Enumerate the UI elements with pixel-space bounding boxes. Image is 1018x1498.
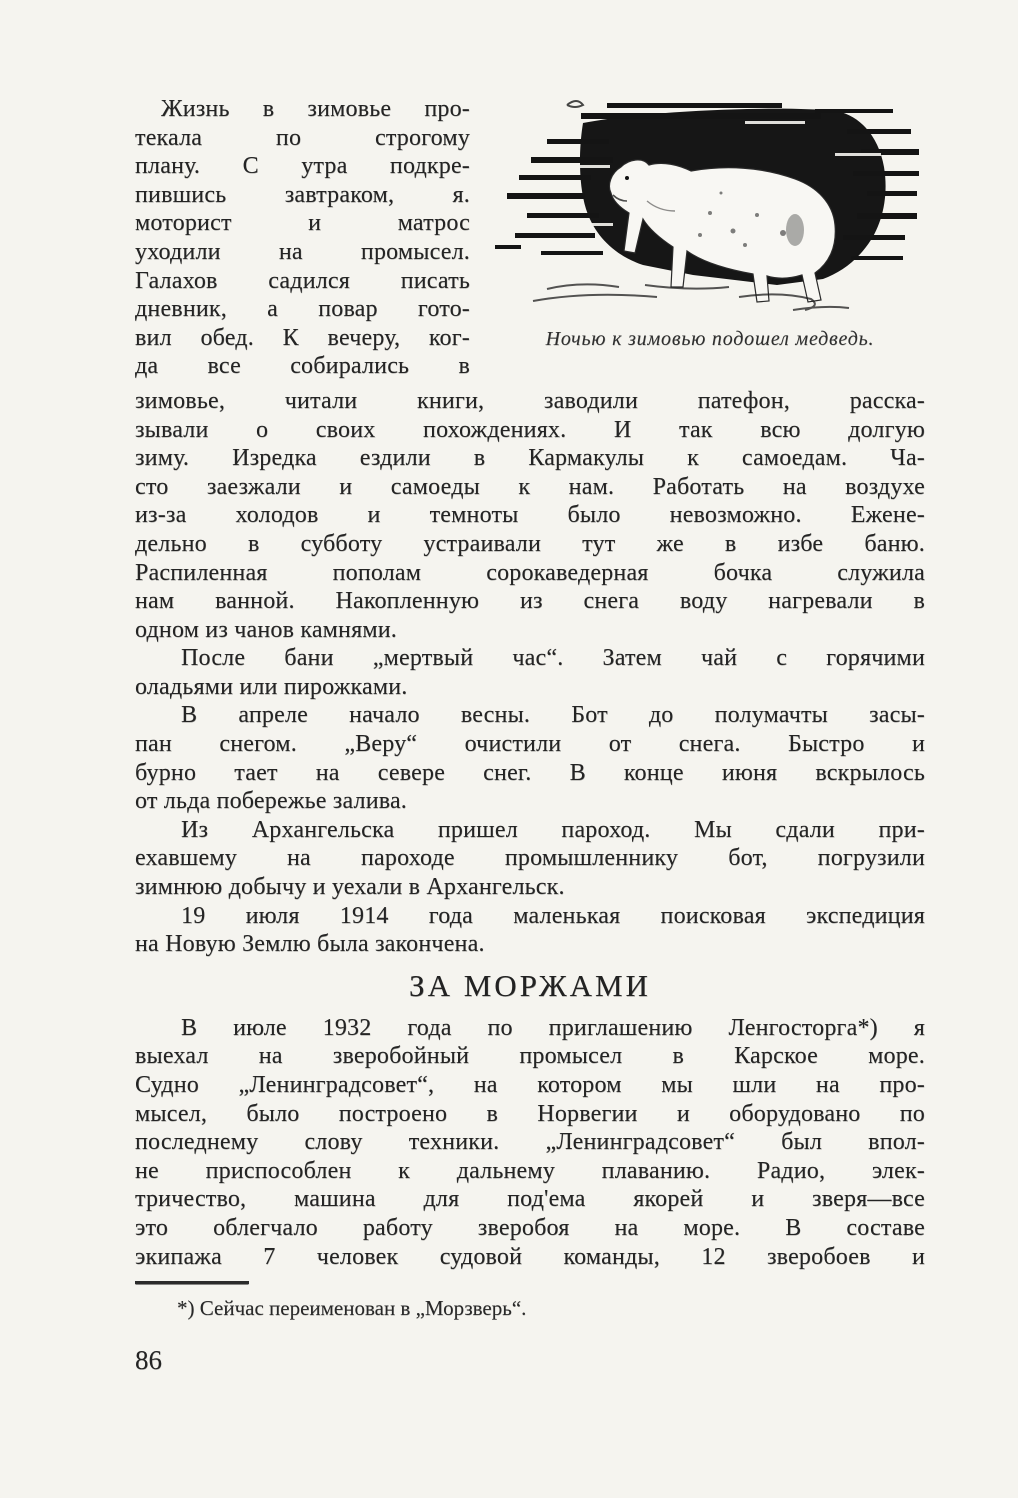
- text-line: это облегчало работу зверобоя на море. В составе: [135, 1214, 925, 1241]
- smoke-curl: [567, 101, 583, 107]
- text-line: ехавшему на пароходе промышленнику бот, погрузили: [135, 845, 925, 872]
- text-line: зимнюю добычу и уехали в Архангельск.: [135, 874, 565, 901]
- bear-eye: [625, 176, 629, 180]
- figure: [495, 95, 925, 381]
- text-line: на Новую Землю была закончена.: [135, 931, 485, 958]
- text-line: вил обед. К вечеру, ког-: [135, 324, 470, 351]
- text-line: Жизнь в зимовье про-: [161, 96, 470, 122]
- text-line: зиму. Изредка ездили в Кармакулы к самоедам. Ча-: [135, 445, 925, 472]
- text-line: уходили на промысел.: [135, 238, 470, 265]
- text-line: нам ванной. Накопленную из снега воду нагревали в: [135, 588, 925, 615]
- rump-shadow: [786, 214, 804, 246]
- text-line: сто заезжали и самоеды к нам. Работать на воздухе: [135, 473, 925, 500]
- text-line: да все собирались в: [135, 353, 470, 380]
- text-line: После бани „мертвый час“. Затем чай с горячими: [181, 645, 925, 672]
- footnote: *) Сейчас переименован в „Морзверь“.: [177, 1296, 527, 1321]
- text-line: Судно „Ленинградсовет“, на котором мы шли на про-: [135, 1072, 925, 1098]
- text-line: бурно тает на севере снег. В конце июня вскрылось: [135, 759, 925, 786]
- text-line: Распиленная пополам сорокаведерная бочка служила: [135, 559, 925, 586]
- text-line: моторист и матрос: [135, 210, 470, 237]
- text-line: дельно в субботу устраивали тут же в избе баню.: [135, 530, 925, 557]
- text-line: Галахов садился писать: [135, 267, 470, 294]
- section-text-block: [135, 1014, 925, 1271]
- text-line: экипажа 7 человек судовой команды, 12 зверобоев и: [135, 1243, 925, 1270]
- text-line: зимовье, читали книги, заводили патефон, расска-: [135, 387, 925, 414]
- text-line: В июле 1932 года по приглашению Ленгосторга*) я: [181, 1014, 925, 1041]
- text-line: оладьями или пирожками.: [135, 673, 408, 700]
- footnote-divider: [135, 1281, 249, 1284]
- text-line: мысел, было построено в Норвегии и оборудовано по: [135, 1100, 925, 1127]
- text-line: из-за холодов и темноты было невозможно. Ежене-: [135, 502, 925, 529]
- text-line: текала по строгому: [135, 124, 470, 151]
- page-number: 86: [135, 1345, 162, 1376]
- text-line: тричество, машина для под'ема якорей и зверя—все: [135, 1186, 925, 1213]
- text-line: 19 июля 1914 года маленькая поисковая экспедиция: [181, 902, 925, 929]
- page-content: [135, 95, 925, 1376]
- text-line: последнему слову техники. „Ленинградсовет“ был впол-: [135, 1129, 925, 1156]
- text-line: одном из чанов камнями.: [135, 616, 397, 643]
- text-line: не приспособлен к дальнему плаванию. Радио, элек-: [135, 1157, 925, 1184]
- text-line: зывали о своих похождениях. И так всю долгую: [135, 416, 925, 443]
- text-line: пившись завтраком, я.: [135, 181, 470, 208]
- polar-bear-illustration: [495, 95, 925, 315]
- text-line: Из Архангельска пришел пароход. Мы сдали при-: [181, 816, 925, 843]
- text-line: выехал на зверобойный промысел в Карское море.: [135, 1043, 925, 1070]
- text-line: дневник, а повар гото-: [135, 296, 470, 323]
- text-line: В апреле начало весны. Бот до полумачты засы-: [181, 702, 925, 729]
- text-line: плану. С утра подкре-: [135, 153, 470, 180]
- text-line: пан снегом. „Веру“ очистили от снега. Быстро и: [135, 731, 925, 758]
- main-text-block: [135, 387, 925, 959]
- wrapped-text-column: [135, 95, 470, 381]
- text-line: от льда побережье залива.: [135, 788, 408, 815]
- ground-scribbles: [533, 284, 849, 310]
- section-heading: ЗА МОРЖАМИ: [409, 967, 651, 1003]
- text-and-figure-row: [135, 95, 925, 381]
- figure-caption: Ночью к зимовью подошел медведь.: [545, 328, 875, 350]
